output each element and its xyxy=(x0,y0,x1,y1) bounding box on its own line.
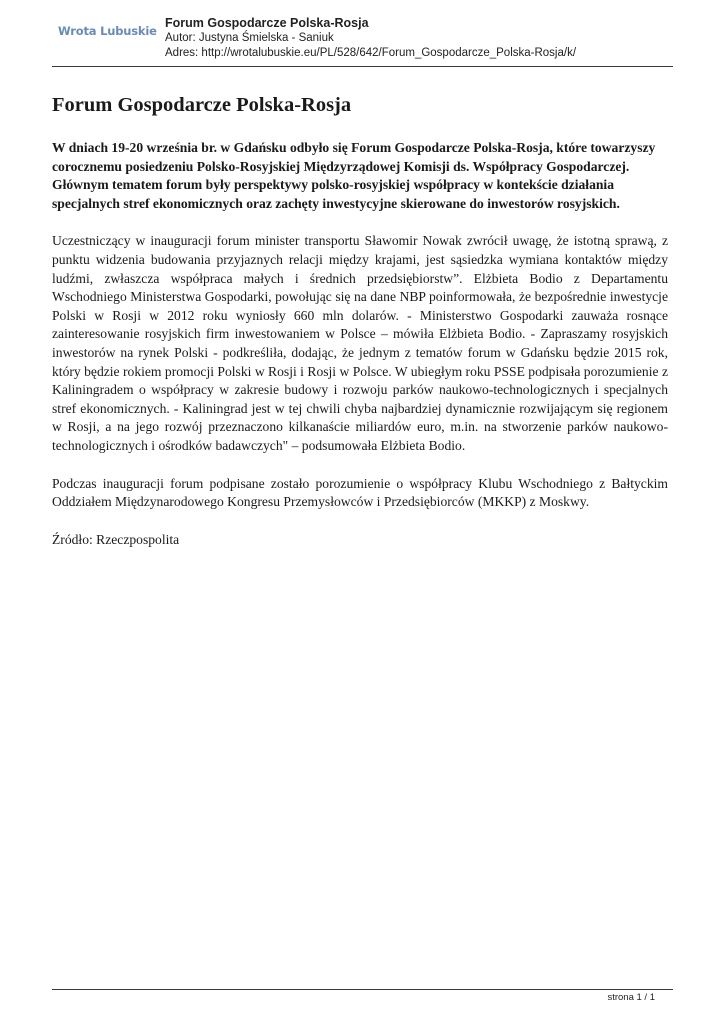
page-number: strona 1 / 1 xyxy=(607,992,655,1003)
article-paragraph: Uczestniczący w inauguracji forum minister transportu Sławomir Nowak zwrócił uwagę, że istotną sprawą, z punktu widzenia budowania przyjaznych relacji między krajami, jest sąsiedzka wymiana kontaktów między ludźmi, zwłaszcza współpraca małych i średnich przedsiębiorstw”. Elżbieta Bodio z Departamentu Wschodniego Ministerstwa Gospodarki, powołując się na dane NBP poinformowała, że bezpośrednie inwestycje Polski w Rosji w 2012 roku wyniosły 660 mln dolarów. - Ministerstwo Gospodarki zauważa rosnące zainteresowanie rosyjskich firm inwestowaniem w Polsce – mówiła Elżbieta Bodio. - Zapraszamy rosyjskich inwestorów na rynek Polski - podkreśliła, dodając, że jednym z tematów forum w Gdańsku będzie 2015 rok, który będzie rokiem promocji Polski w Rosji i Rosji w Polsce. W ubiegłym roku PSSE podpisała porozumienie z Kaliningradem o współpracy w zakresie budowy i rozwoju parków naukowo-technologicznych i specjalnych stref ekonomicznych. - Kaliningrad jest w tej chwili chyba najbardziej dynamicznie rozwijającym się regionem w Rosji, a na jego rozwój przeznaczono kilkanaście miliardów euro, m.in. na stworzenie parków naukowo-technologicznych i ośrodków badawczych" – podsumowała Elżbieta Bodio. xyxy=(52,233,668,453)
article-lead: W dniach 19-20 września br. w Gdańsku odbyło się Forum Gospodarcze Polska-Rosja, które towarzyszy corocznemu posiedzeniu Polsko-Rosyjskiej Międzyrządowej Komisji ds. Współpracy Gospodarczej. Głównym tematem forum były perspektywy polsko-rosyjskiej współpracy w kontekście działania specjalnych stref ekonomicznych oraz zachęty inwestycyjne skierowane do inwestorów rosyjskich. xyxy=(52,140,656,211)
article-source: Źródło: Rzeczpospolita xyxy=(52,531,180,547)
document-meta xyxy=(165,16,576,61)
document-address: Adres: http://wrotalubuskie.eu/PL/528/642/Forum_Gospodarcze_Polska-Rosja/k/ xyxy=(165,47,577,59)
article xyxy=(52,92,668,549)
page-header xyxy=(52,14,673,67)
article-title: Forum Gospodarcze Polska-Rosja xyxy=(52,94,352,116)
page-footer xyxy=(52,989,673,1003)
site-logo: Wrota Lubuskie xyxy=(58,24,157,38)
document-author: Autor: Justyna Śmielska - Saniuk xyxy=(165,32,334,44)
article-paragraph: Podczas inauguracji forum podpisane zostało porozumienie o współpracy Klubu Wschodniego z Bałtyckim Oddziałem Międzynarodowego Kongresu Przemysłowców i Przedsiębiorców (MKKP) z Moskwy. xyxy=(52,475,668,510)
document-title: Forum Gospodarcze Polska-Rosja xyxy=(165,16,369,30)
